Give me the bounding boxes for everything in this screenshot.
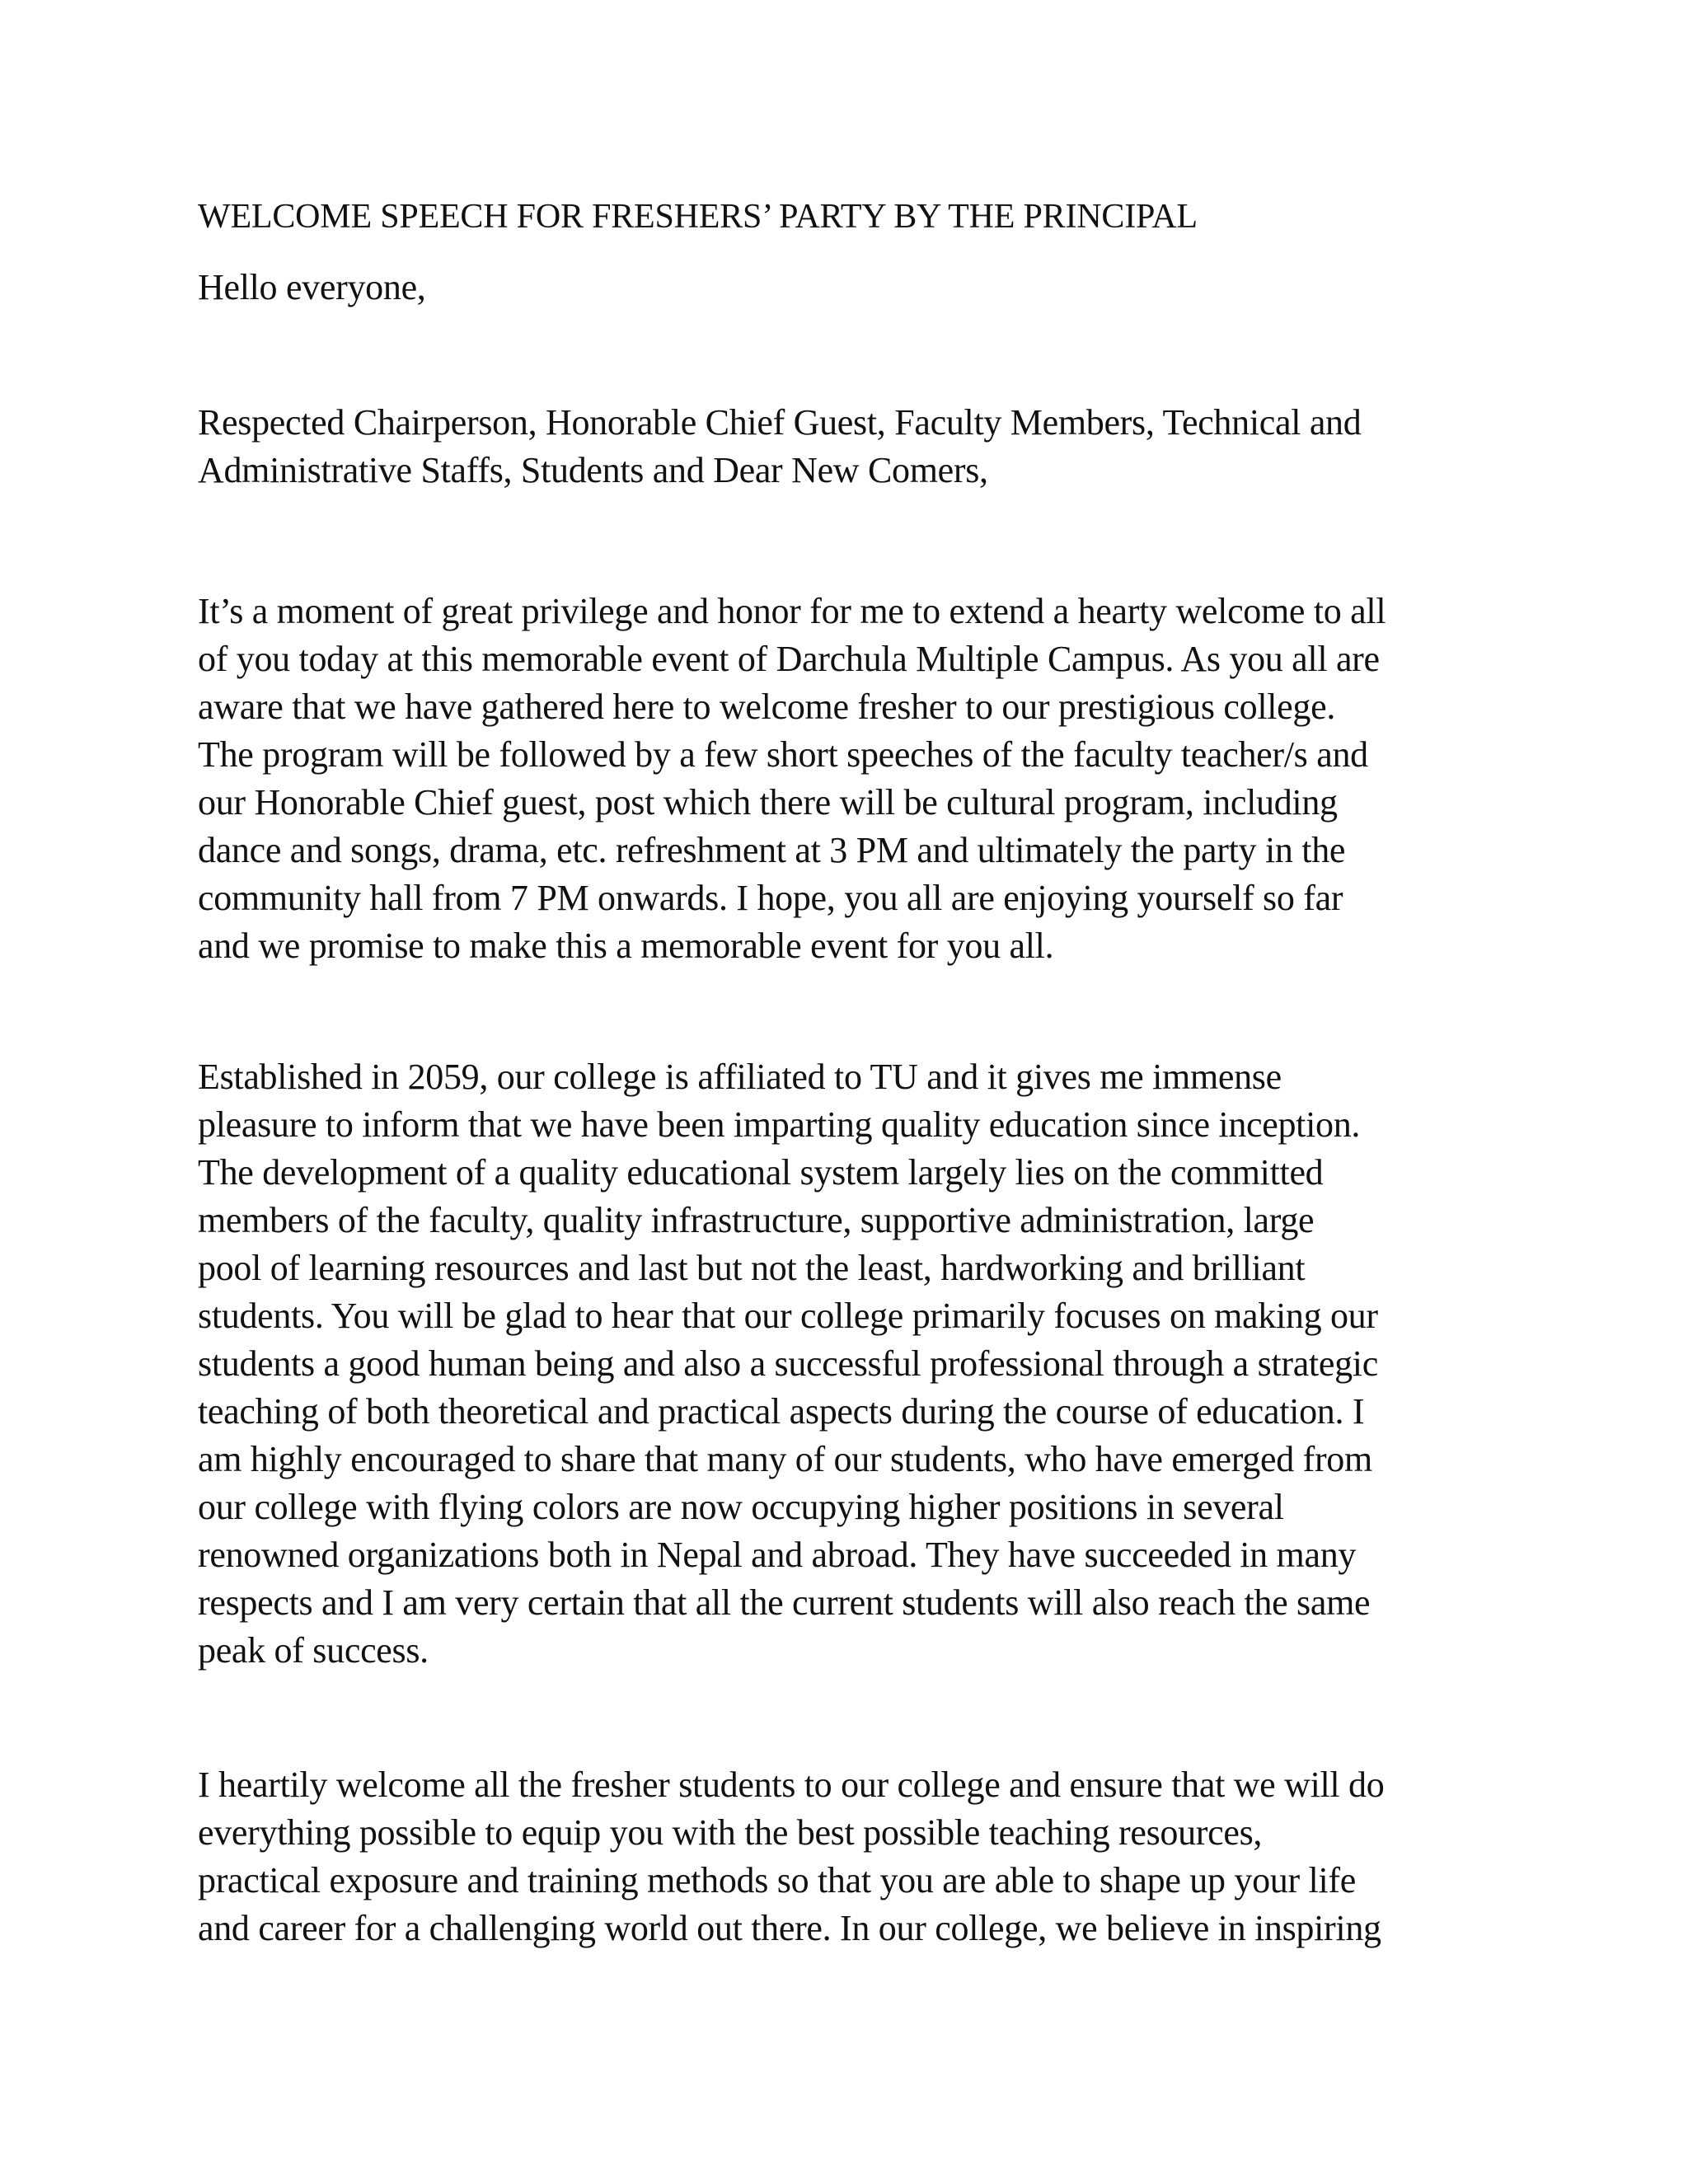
document-title: WELCOME SPEECH FOR FRESHERS’ PARTY BY THE PRINCIPAL — [198, 198, 1198, 236]
text-line: renowned organizations both in Nepal and abroad. They have succeeded in many — [198, 1535, 1357, 1575]
text-line: and career for a challenging world out there. In our college, we believe in inspiring — [198, 1908, 1381, 1948]
text-line: practical exposure and training methods so that you are able to shape up your life — [198, 1860, 1356, 1900]
paragraph-about-college — [198, 1053, 1517, 1675]
text-line: pleasure to inform that we have been imparting quality education since inception. — [198, 1104, 1361, 1145]
paragraph-welcome — [198, 588, 1517, 970]
text-line: The program will be followed by a few short speeches of the faculty teacher/s and — [198, 734, 1368, 775]
text-line: pool of learning resources and last but not the least, hardworking and brilliant — [198, 1248, 1306, 1288]
text-line: The development of a quality educational system largely lies on the committed — [198, 1152, 1324, 1193]
text-line: Established in 2059, our college is affiliated to TU and it gives me immense — [198, 1057, 1282, 1097]
text-line: am highly encouraged to share that many of our students, who have emerged from — [198, 1439, 1372, 1479]
text-line: Administrative Staffs, Students and Dear New Comers, — [198, 450, 988, 490]
text-line: aware that we have gathered here to welcome fresher to our prestigious college. — [198, 687, 1336, 727]
greeting — [198, 264, 1517, 312]
text-line: teaching of both theoretical and practical aspects during the course of education. I — [198, 1391, 1365, 1432]
text-line: peak of success. — [198, 1630, 429, 1671]
greeting-line: Hello everyone, — [198, 267, 426, 307]
text-line: I heartily welcome all the fresher students to our college and ensure that we will do — [198, 1765, 1385, 1805]
text-line: community hall from 7 PM onwards. I hope, you all are enjoying yourself so far — [198, 878, 1343, 918]
text-line: students. You will be glad to hear that our college primarily focuses on making our — [198, 1296, 1378, 1336]
text-line: members of the faculty, quality infrastructure, supportive administration, large — [198, 1200, 1315, 1240]
text-line: It’s a moment of great privilege and honor for me to extend a hearty welcome to all — [198, 591, 1386, 631]
text-line: of you today at this memorable event of Darchula Multiple Campus. As you all are — [198, 639, 1380, 679]
text-line: students a good human being and also a successful professional through a strategic — [198, 1343, 1378, 1384]
text-line: everything possible to equip you with the best possible teaching resources, — [198, 1812, 1263, 1853]
text-line: Respected Chairperson, Honorable Chief Guest, Faculty Members, Technical and — [198, 402, 1362, 443]
text-line: dance and songs, drama, etc. refreshment at 3 PM and ultimately the party in the — [198, 830, 1346, 870]
salutation-paragraph — [198, 399, 1517, 494]
text-line: our Honorable Chief guest, post which there will be cultural program, including — [198, 782, 1338, 823]
text-line: and we promise to make this a memorable event for you all. — [198, 926, 1054, 966]
text-line: respects and I am very certain that all the current students will also reach the same — [198, 1582, 1371, 1623]
paragraph-fresher-welcome — [198, 1761, 1517, 1952]
text-line: our college with flying colors are now occupying higher positions in several — [198, 1487, 1284, 1527]
